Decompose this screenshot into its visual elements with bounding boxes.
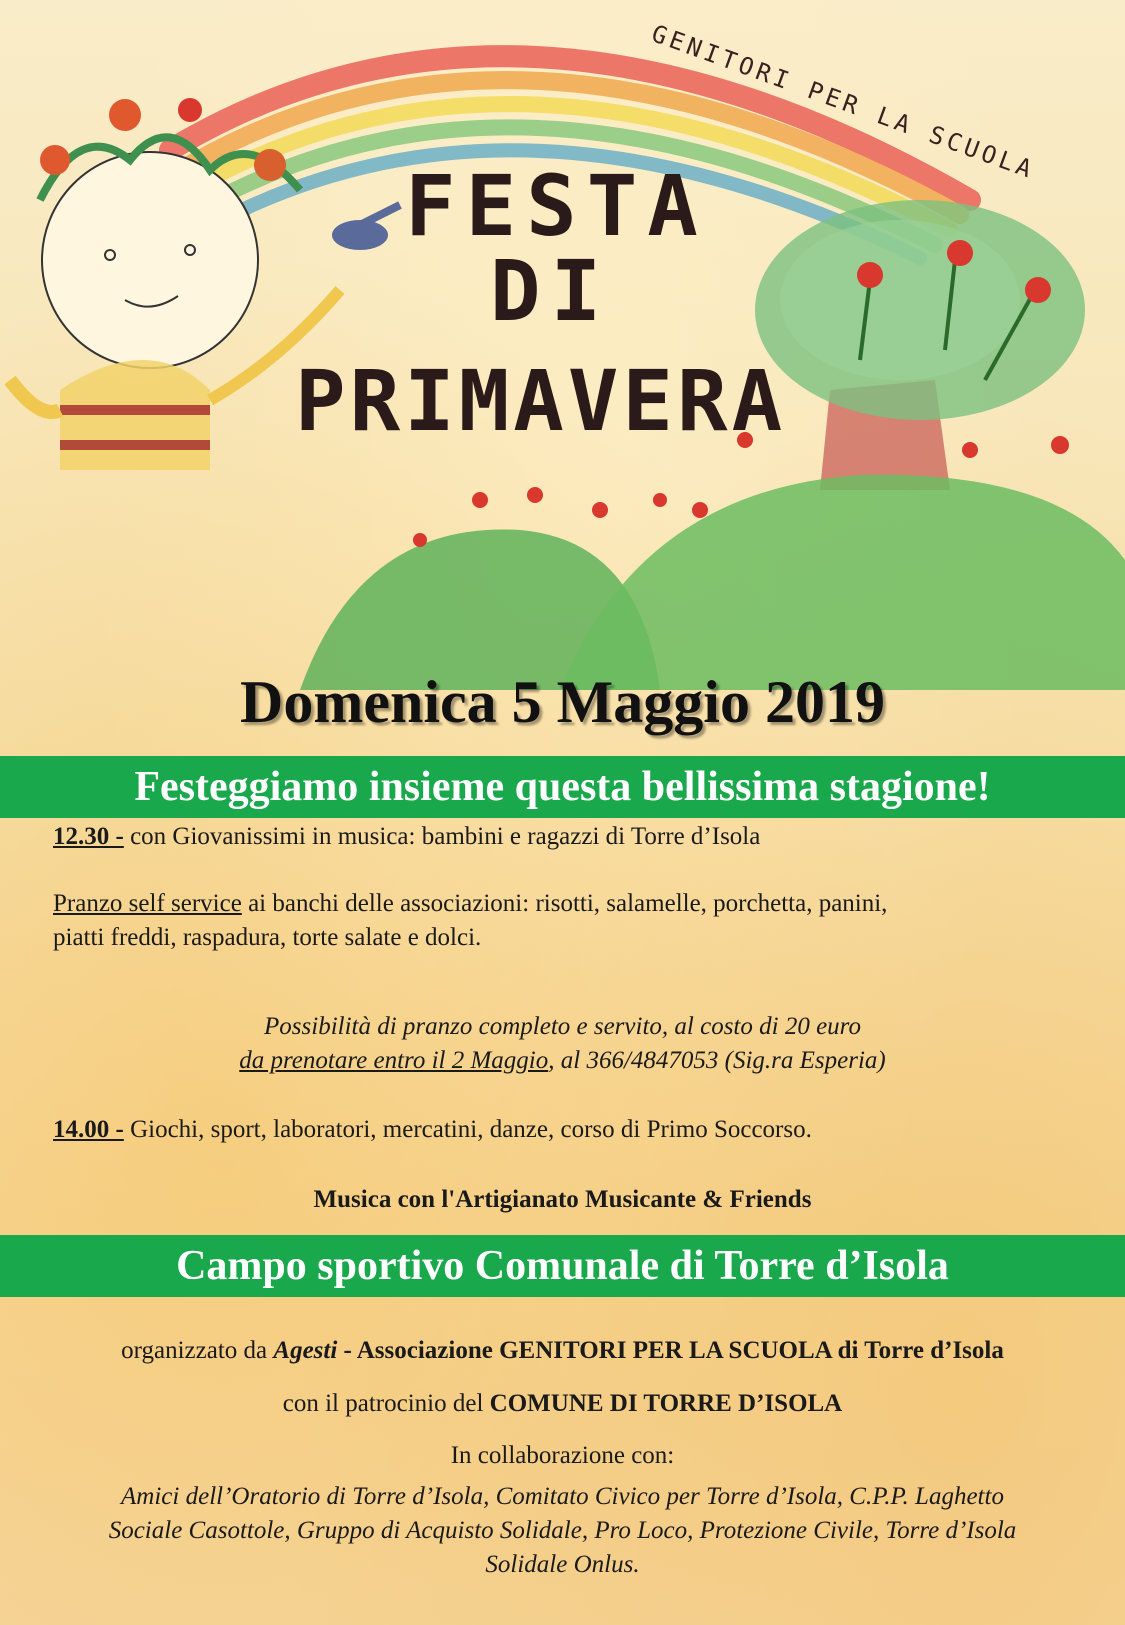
- collaborators-list: [0, 1480, 1125, 1582]
- event-date: Domenica 5 Maggio 2019: [240, 669, 885, 735]
- lunch-info: [53, 887, 1073, 955]
- hills: [300, 432, 1125, 690]
- full-lunch-info: [0, 1010, 1125, 1078]
- organizer-line: [0, 1334, 1125, 1368]
- bird-icon: [332, 205, 400, 250]
- collaboration-title: In collaborazione con:: [450, 1442, 675, 1469]
- patronage-line: [0, 1387, 1125, 1421]
- collab-line-1: Amici dell’Oratorio di Torre d’Isola, Comitato Civico per Torre d’Isola, C.P.P. Laghetto: [121, 1483, 1004, 1510]
- title-line-2: DI: [490, 242, 612, 340]
- time-label: 14.00 -: [53, 1116, 124, 1143]
- time-description: con Giovanissimi in musica: bambini e ragazzi di Torre d’Isola: [123, 823, 761, 850]
- patronage-name: COMUNE DI TORRE D’ISOLA: [489, 1390, 843, 1417]
- organizer-name: Agesti: [273, 1337, 338, 1364]
- organizer-rest: - Associazione GENITORI PER LA SCUOLA di Torre d’Isola: [337, 1337, 1004, 1364]
- time-label: 12.30 -: [53, 823, 124, 850]
- schedule-item-1400: [53, 1113, 812, 1147]
- title-line-3: PRIMAVERA: [295, 352, 787, 450]
- patronage-prefix: con il patrocinio del: [282, 1390, 490, 1417]
- full-lunch-line-1: Possibilità di pranzo completo e servito, al costo di 20 euro: [264, 1013, 861, 1040]
- collab-line-2: Sociale Casottole, Gruppo di Acquisto Solidale, Pro Loco, Protezione Civile, Torre d’Isola: [108, 1517, 1017, 1544]
- time-description: Giochi, sport, laboratori, mercatini, danze, corso di Primo Soccorso.: [123, 1116, 812, 1143]
- booking-deadline: da prenotare entro il 2 Maggio: [239, 1047, 549, 1074]
- collab-line-3: Solidale Onlus.: [485, 1551, 640, 1578]
- tree: [755, 200, 1085, 490]
- lunch-text-1: ai banchi delle associazioni: risotti, salamelle, porchetta, panini,: [241, 890, 888, 917]
- booking-contact: , al 366/4847053 (Sig.ra Esperia): [548, 1047, 886, 1074]
- banner-location: Campo sportivo Comunale di Torre d’Isola: [0, 1235, 1125, 1297]
- organizer-prefix: organizzato da: [121, 1337, 274, 1364]
- lunch-text-2: piatti freddi, raspadura, torte salate e dolci.: [53, 924, 482, 951]
- banner-slogan: Festeggiamo insieme questa bellissima stagione!: [0, 756, 1125, 818]
- title-line-1: FESTA: [405, 157, 708, 255]
- lunch-label: Pranzo self service: [53, 890, 242, 917]
- watercolor-illustration: [0, 0, 1125, 690]
- schedule-item-1230: [53, 820, 760, 854]
- handwritten-org-label: GENITORI PER LA SCUOLA: [647, 19, 1039, 185]
- event-title-handwritten: [295, 157, 786, 450]
- music-info: Musica con l'Artigianato Musicante & Friends: [313, 1186, 812, 1213]
